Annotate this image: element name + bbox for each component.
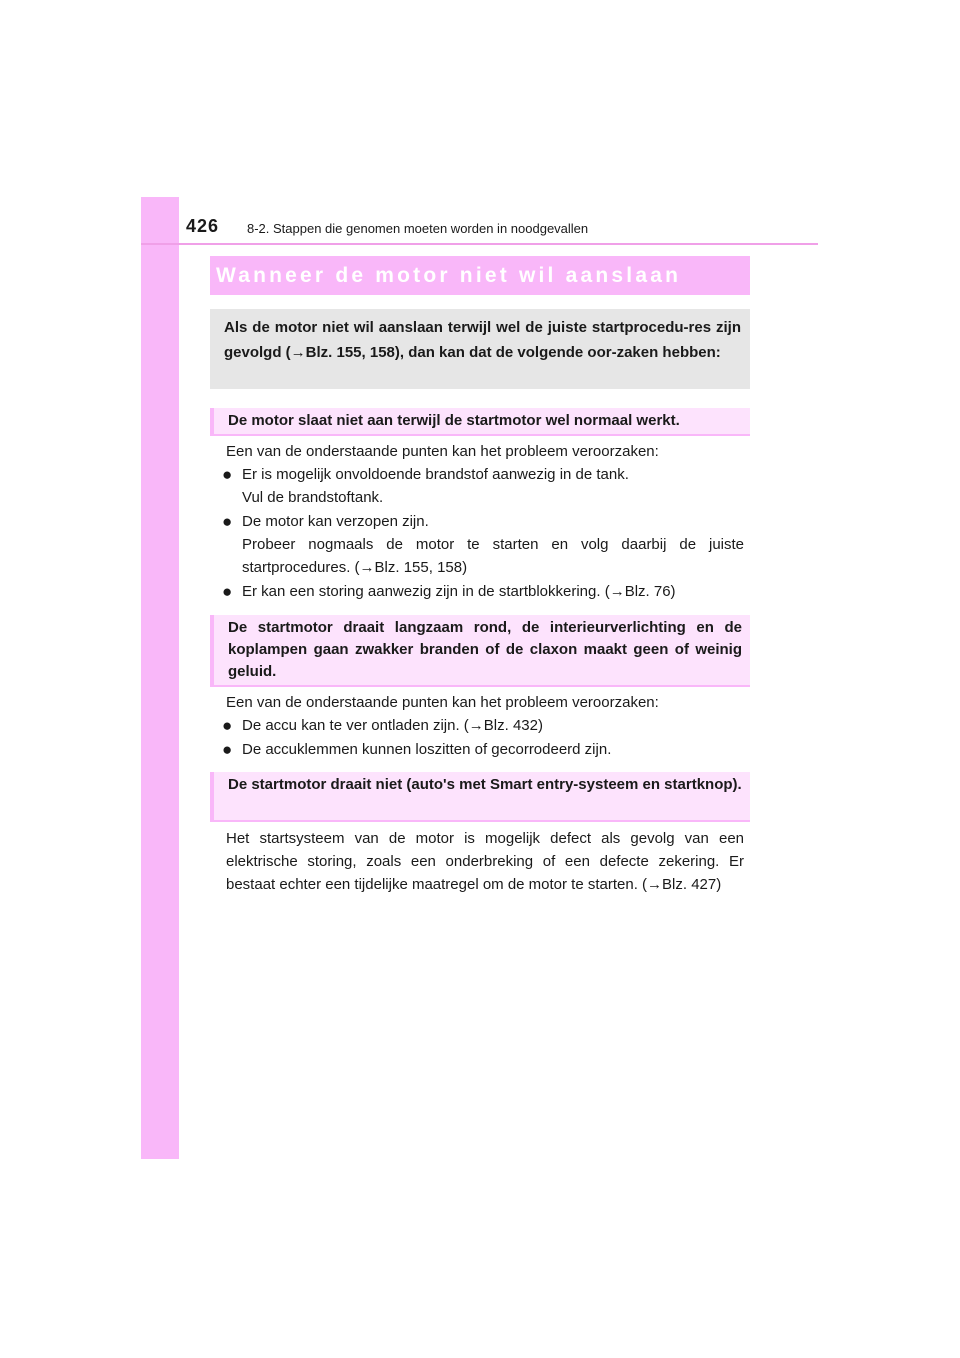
bullet-icon: ● — [222, 465, 233, 484]
chapter-side-strip — [141, 197, 179, 1159]
chapter-title: 8-2. Stappen die genomen moeten worden in noodgevallen — [247, 221, 589, 236]
list-item-text: De motor kan verzopen zijn. — [242, 513, 429, 530]
list-item-text: Er is mogelijk onvoldoende brandstof aanwezig in de tank. — [242, 466, 629, 483]
block-2-lead: Een van de onderstaande punten kan het probleem veroorzaken: — [226, 694, 659, 711]
bullet-icon: ● — [222, 716, 233, 735]
subheading-1 — [210, 408, 750, 436]
list-item — [222, 714, 744, 737]
intro-box: Als de motor niet wil aanslaan terwijl wel de juiste startprocedu-res zijn gevolgd (→Blz. 155, 158), dan kan dat de volgende oor-zaken hebben: — [210, 309, 750, 389]
bullet-icon: ● — [222, 512, 233, 531]
page-number: 426 — [186, 216, 220, 236]
bullet-icon: ● — [222, 740, 233, 759]
block-3-paragraph: Het startsysteem van de motor is mogelijk defect als gevolg van een elektrische storing, zoals een onderbreking of een defecte zekering. Er bestaat echter een tijdelijke maatregel om de motor te starten. (→Blz. 427) — [226, 830, 744, 893]
subheading-1-text: De motor slaat niet aan terwijl de startmotor wel normaal werkt. — [228, 412, 680, 429]
block-1-lead: Een van de onderstaande punten kan het probleem veroorzaken: — [226, 443, 659, 460]
header-rule — [141, 243, 818, 245]
subheading-3-text: De startmotor draait niet (auto's met Smart entry-systeem en startknop). — [228, 776, 742, 793]
list-item-subtext: Vul de brandstoftank. — [242, 489, 384, 506]
section-title: Wanneer de motor niet wil aanslaan — [216, 263, 682, 287]
list-item-text: Er kan een storing aanwezig zijn in de startblokkering. (→Blz. 76) — [242, 583, 676, 600]
subheading-3 — [210, 772, 750, 822]
list-item — [222, 738, 744, 761]
list-item — [222, 510, 744, 579]
list-item-text: De accuklemmen kunnen loszitten of gecorrodeerd zijn. — [242, 741, 612, 758]
list-item-subtext: Probeer nogmaals de motor te starten en volg daarbij de juiste startprocedures. (→Blz. 155, 158) — [242, 536, 744, 576]
bullet-icon: ● — [222, 582, 233, 601]
subheading-2-text: De startmotor draait langzaam rond, de interieurverlichting en de koplampen gaan zwakker branden of de claxon maakt geen of weinig geluid. — [228, 619, 742, 680]
list-item — [222, 463, 744, 509]
section-heading — [210, 256, 750, 295]
subheading-2 — [210, 615, 750, 687]
list-item — [222, 580, 744, 603]
list-item-text: De accu kan te ver ontladen zijn. (→Blz. 432) — [242, 717, 543, 734]
